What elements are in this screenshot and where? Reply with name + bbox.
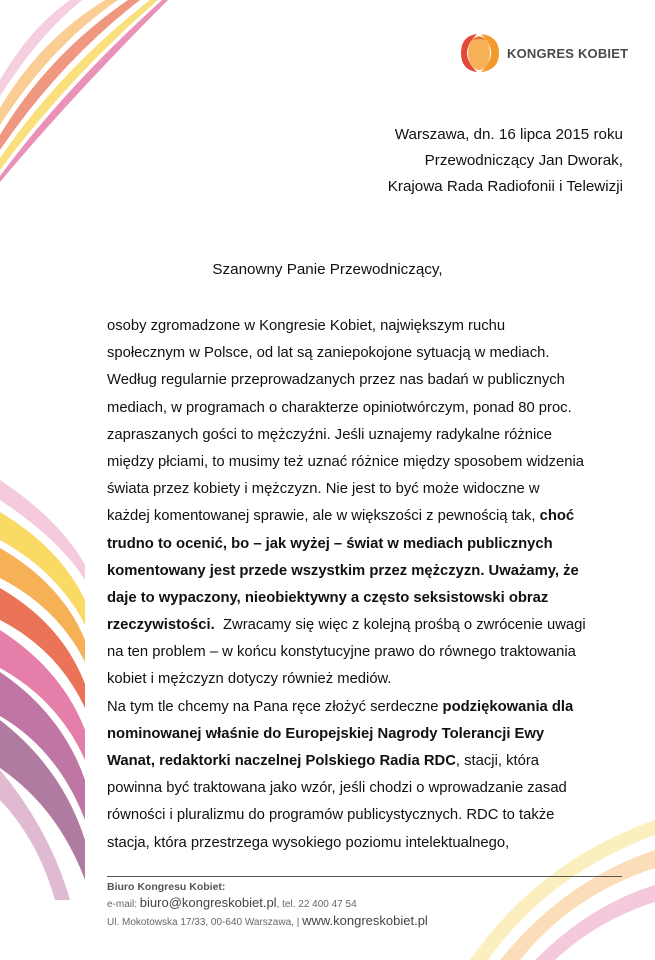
- kongres-kobiet-logo: [457, 32, 637, 74]
- letter-body: [107, 313, 627, 857]
- bottom-left-stripes: [0, 480, 85, 900]
- body-bold-text: komentowany jest przede wszystkim przez mężczyzn. Uważamy, że: [107, 562, 579, 579]
- body-line: [107, 748, 627, 775]
- body-line: powinna być traktowana jako wzór, jeśli chodzi o wprowadzanie zasad: [107, 780, 567, 797]
- body-line: świata przez kobiety i mężczyzn. Nie jest to być może widoczne w: [107, 481, 540, 498]
- body-line: [107, 612, 627, 639]
- body-bold-text: rzeczywistości.: [107, 617, 215, 634]
- body-line: kobiet i mężczyzn dotyczy również mediów.: [107, 671, 392, 688]
- body-bold-text: podziękowania dla: [442, 698, 574, 715]
- letter-header: [388, 122, 623, 200]
- body-text: , stacji, która: [455, 753, 539, 769]
- email-label: e-mail:: [107, 899, 140, 910]
- body-line: [107, 694, 627, 721]
- body-line: Według regularnie przeprowadzanych przez nas badań w publicznych: [107, 372, 565, 389]
- body-line: [107, 721, 627, 748]
- letter-footer: [107, 879, 428, 931]
- body-line: [107, 585, 627, 612]
- body-line: [107, 558, 627, 585]
- footer-org: Biuro Kongresu Kobiet:: [107, 881, 226, 893]
- body-line: między płciami, to musimy też uznać różnice między sposobem widzenia: [107, 453, 584, 470]
- footer-address-line: [107, 913, 428, 931]
- body-bold-text: Wanat, redaktorki naczelnej Polskiego Radia RDC: [107, 753, 456, 769]
- body-line: [107, 531, 627, 558]
- body-bold-text: choć: [539, 508, 575, 525]
- body-line: osoby zgromadzone w Kongresie Kobiet, największym ruchu: [107, 318, 506, 334]
- recipient-institution: Krajowa Rada Radiofonii i Telewizji: [387, 178, 623, 195]
- recipient-name: Przewodniczący Jan Dworak,: [424, 152, 623, 169]
- body-line: na ten problem – w końcu konstytucyjne prawo do równego traktowania: [107, 644, 576, 661]
- body-bold-text: nominowanej właśnie do Europejskiej Nagrody Tolerancji Ewy: [107, 725, 545, 742]
- body-bold-text: trudno to ocenić, bo – jak wyżej – świat w mediach publicznych: [107, 535, 553, 552]
- body-line: stacja, która przestrzega wysokiego poziomu intelektualnego,: [107, 834, 510, 851]
- body-line: zapraszanych gości to mężczyźni. Jeśli uznajemy radykalne różnice: [107, 426, 552, 443]
- letter-date: Warszawa, dn. 16 lipca 2015 roku: [394, 126, 623, 143]
- website-link[interactable]: www.kongreskobiet.pl: [302, 913, 428, 928]
- body-line: społecznym w Polsce, od lat są zaniepokojone sytuacją w mediach.: [107, 345, 550, 362]
- email-link[interactable]: biuro@kongreskobiet.pl: [139, 895, 277, 910]
- body-line: mediach, w programach o charakterze opiniotwórczym, ponad 80 proc.: [107, 399, 572, 416]
- phone-text: , tel. 22 400 47 54: [276, 899, 357, 910]
- salutation: Szanowny Panie Przewodniczący,: [212, 261, 443, 278]
- body-text: Na tym tle chcemy na Pana ręce złożyć serdeczne: [107, 698, 443, 715]
- top-left-stripes: [0, 0, 168, 182]
- logo-icon: [457, 32, 501, 74]
- body-line: [107, 503, 627, 530]
- footer-divider: [107, 876, 622, 877]
- body-line: równości i pluralizmu do programów publicystycznych. RDC to także: [107, 807, 555, 824]
- body-text: Zwracamy się więc z kolejną prośbą o zwrócenie uwagi: [214, 617, 586, 634]
- footer-contact: [107, 895, 428, 913]
- logo-text: KONGRES KOBIET: [507, 45, 629, 61]
- address-text: Ul. Mokotowska 17/33, 00-640 Warszawa, |: [107, 917, 303, 928]
- body-bold-text: daje to wypaczony, nieobiektywny a często seksistowski obraz: [107, 589, 549, 606]
- body-text: każdej komentowanej sprawie, ale w większości z pewnością tak,: [107, 508, 540, 525]
